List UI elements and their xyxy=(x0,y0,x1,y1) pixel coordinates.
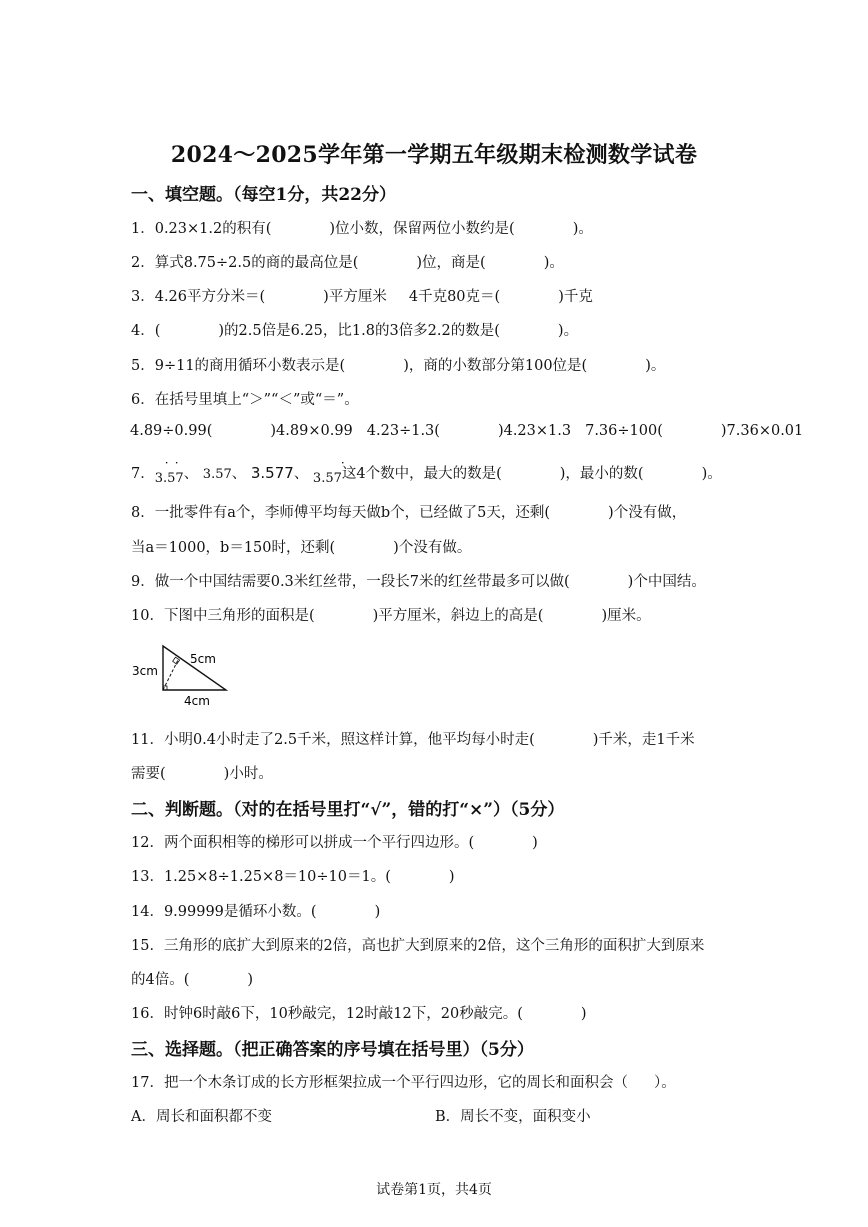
option-a[interactable]: A．周长和面积都不变 xyxy=(131,1109,272,1125)
separator: 、 xyxy=(183,466,199,482)
q11-text-a: 11．小明0.4小时走了2.5千米，照这样计算，他平均每小时走( xyxy=(131,732,535,748)
separator: 、 xyxy=(293,466,309,482)
question-11-line-1 xyxy=(131,728,695,749)
q16-text: 16．时钟6时敲6下，10秒敲完，12时敲12下，20秒敲完。( xyxy=(131,1006,523,1022)
repeat-dot: · xyxy=(164,456,169,470)
q6-compare-1-left: 4.89÷0.99( xyxy=(130,423,213,439)
right-triangle-figure xyxy=(130,642,240,714)
q15-text-b: 的4倍。( xyxy=(131,972,190,988)
leg-label: 3cm xyxy=(132,664,158,678)
question-6: 6．在括号里填上“＞”“＜”或“＝”。 xyxy=(131,392,359,408)
hypotenuse-label: 5cm xyxy=(190,652,216,666)
triangle-diagram xyxy=(130,642,240,710)
decimal-2: 3.57 xyxy=(202,467,232,482)
question-13 xyxy=(131,865,455,886)
q14-close: ) xyxy=(374,904,381,920)
question-8-line-2 xyxy=(131,536,471,557)
question-3 xyxy=(131,285,593,306)
q2-text-b: )位，商是( xyxy=(416,255,486,271)
q9-text-b: )个中国结。 xyxy=(627,574,706,590)
repeat-dot: · xyxy=(340,456,345,470)
decimal-3: 3.577 xyxy=(250,464,294,482)
q3-text-d: )千克 xyxy=(558,289,593,305)
repeat-dot: · xyxy=(174,456,179,470)
question-4 xyxy=(131,319,578,340)
q17-close: ）。 xyxy=(653,1075,676,1091)
q16-close: ) xyxy=(580,1006,587,1022)
q8-text-a: 8．一批零件有a个，李师傅平均每天做b个，已经做了5天，还剩( xyxy=(131,505,551,521)
q2-text-a: 2．算式8.75÷2.5的商的最高位是( xyxy=(131,255,359,271)
q6-compare-3-right: )7.36×0.01 xyxy=(720,423,804,439)
question-5 xyxy=(131,354,665,375)
q1-text-c: )。 xyxy=(572,221,593,237)
q4-text-b: )的2.5倍是6.25，比1.8的3倍多2.2的数是( xyxy=(218,323,500,339)
question-15-line-2 xyxy=(131,968,253,989)
question-8-line-1 xyxy=(131,501,686,522)
section-heading-multiple-choice: 三、选择题。（把正确答案的序号填在括号里）（5分） xyxy=(131,1040,534,1060)
q10-text-a: 10．下图中三角形的面积是( xyxy=(131,608,315,624)
q7-text-c: )，最小的数( xyxy=(559,466,644,482)
q8-text-d: )个没有做。 xyxy=(393,540,472,556)
question-6-comparisons xyxy=(130,423,803,439)
q6-compare-2-left: 4.23÷1.3( xyxy=(366,423,440,439)
section-heading-fill-in: 一、填空题。（每空1分，共22分） xyxy=(131,185,396,205)
q7-text-b: 这4个数中，最大的数是( xyxy=(341,466,502,482)
base-label: 4cm xyxy=(184,694,210,708)
question-7 xyxy=(131,456,722,486)
q1-text-a: 1．0.23×1.2的积有( xyxy=(131,221,272,237)
right-angle-mark xyxy=(173,657,180,664)
q8-text-b: )个没有做， xyxy=(608,505,687,521)
q5-text-a: 5．9÷11的商用循环小数表示是( xyxy=(131,358,346,374)
option-b[interactable]: B．周长不变，面积变小 xyxy=(435,1109,591,1125)
question-15-line-1: 15．三角形的底扩大到原来的2倍，高也扩大到原来的2倍，这个三角形的面积扩大到原来 xyxy=(131,938,705,954)
q10-text-b: )平方厘米，斜边上的高是( xyxy=(372,608,544,624)
q2-text-c: )。 xyxy=(543,255,564,271)
q12-close: ) xyxy=(532,835,538,851)
q1-text-b: )位小数，保留两位小数约是( xyxy=(329,221,515,237)
q8-text-c: 当a＝1000，b＝150时，还剩( xyxy=(131,540,336,556)
q13-close: ) xyxy=(448,869,455,885)
page-title: 2024～2025学年第一学期五年级期末检测数学试卷 xyxy=(170,142,698,168)
q6-compare-1-right: )4.89×0.99 xyxy=(270,423,353,439)
question-16 xyxy=(131,1002,587,1023)
q14-text: 14．9.99999是循环小数。( xyxy=(131,904,317,920)
q15-close: ) xyxy=(247,972,254,988)
q6-compare-3-left: 7.36÷100( xyxy=(585,423,663,439)
q6-compare-2-right: )4.23×1.3 xyxy=(497,423,572,439)
question-17 xyxy=(131,1071,676,1092)
question-10 xyxy=(131,604,651,625)
q11-text-b: )千米，走1千米 xyxy=(592,732,695,748)
decimal-text: 3.57 xyxy=(154,471,184,486)
repeating-decimal-4 xyxy=(312,456,345,486)
question-1 xyxy=(131,217,593,238)
question-12 xyxy=(131,831,538,852)
q3-text-c: 4千克80克＝( xyxy=(408,289,501,305)
q12-text: 12．两个面积相等的梯形可以拼成一个平行四边形。( xyxy=(131,835,475,851)
q4-text-c: )。 xyxy=(557,323,579,339)
q9-text-a: 9．做一个中国结需要0.3米红丝带，一段长7米的红丝带最多可以做( xyxy=(131,574,570,590)
repeating-decimal-1 xyxy=(154,456,184,486)
q5-text-b: )，商的小数部分第100位是( xyxy=(403,358,588,374)
q5-text-c: )。 xyxy=(645,358,666,374)
q13-text: 13．1.25×8÷1.25×8＝10÷10＝1。( xyxy=(131,869,391,885)
q3-text-a: 3．4.26平方分米＝( xyxy=(131,289,266,305)
q11-text-d: )小时。 xyxy=(223,766,273,782)
q17-text: 17．把一个木条订成的长方形框架拉成一个平行四边形，它的周长和面积会（ xyxy=(131,1075,628,1091)
separator: 、 xyxy=(231,466,247,482)
q7-number: 7． xyxy=(131,466,155,482)
q7-text-d: )。 xyxy=(701,466,722,482)
section-heading-true-false: 二、判断题。（对的在括号里打“√”，错的打“×”）（5分） xyxy=(131,800,565,820)
question-2 xyxy=(131,251,564,272)
q4-text-a: 4．( xyxy=(131,323,161,339)
altitude-line xyxy=(163,660,178,690)
q10-text-c: )厘米。 xyxy=(601,608,651,624)
question-14 xyxy=(131,900,380,921)
decimal-text: 3.57 xyxy=(312,471,342,486)
q11-text-c: 需要( xyxy=(131,766,166,782)
question-11-line-2 xyxy=(131,762,273,783)
page-footer: 试卷第1页，共4页 xyxy=(376,1182,492,1198)
question-9 xyxy=(131,570,706,591)
q3-text-b: )平方厘米 xyxy=(323,289,387,305)
